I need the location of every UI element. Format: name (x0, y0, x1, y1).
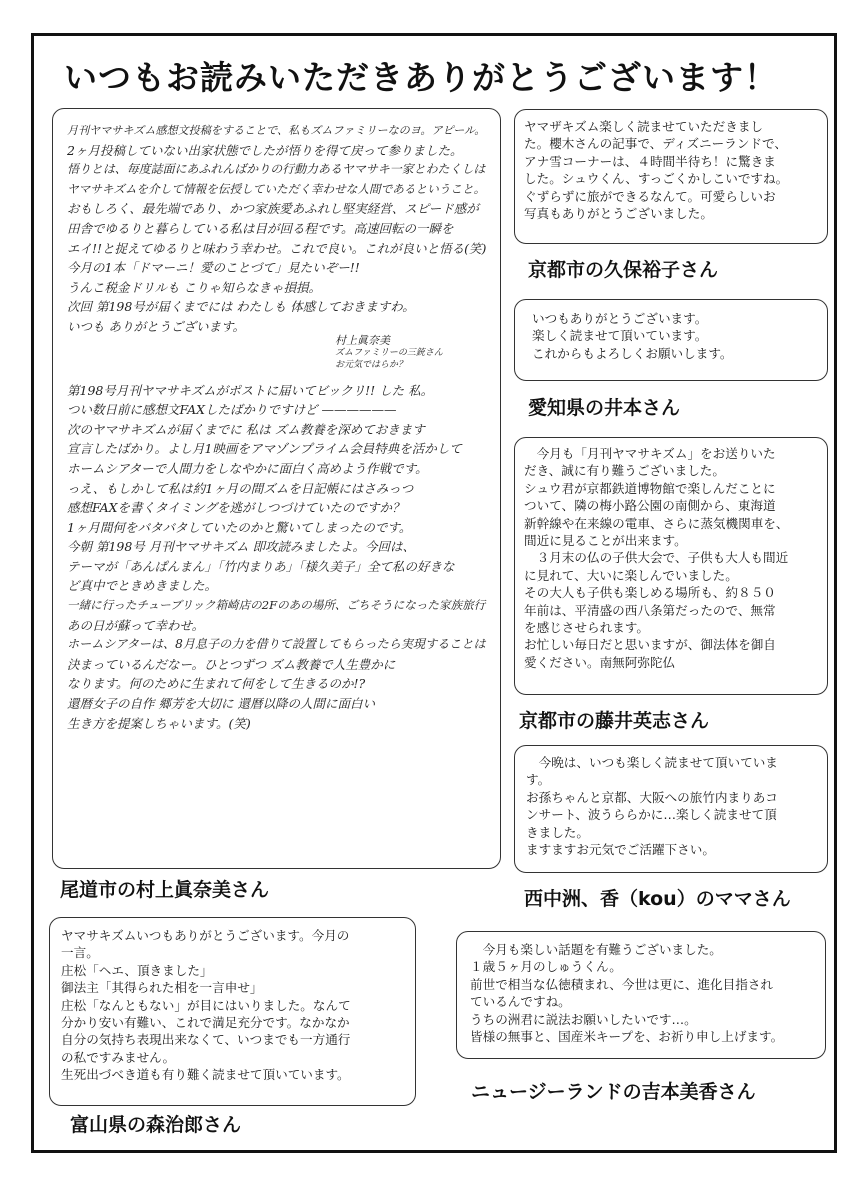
text-line: いつもありがとうございます。 (532, 311, 708, 326)
letter-nishinakasu (514, 745, 828, 873)
author-name-kubo: 京都市の久保裕子さん (528, 259, 719, 281)
text-line: だき、誠に有り難うございました。 (524, 463, 725, 479)
text-line: 生き方を提案しちゃいます。(笑) (67, 715, 251, 731)
text-line: 今朝 第198号 月刊ヤマサキズム 即攻読みましたよ。今回は、 (67, 539, 416, 555)
text-line: に見れて、大いに楽しんでいました。 (524, 567, 738, 583)
signature-line: ズムファミリーの三銃さん (335, 347, 443, 358)
text-line: 今月の1本「ドマーニ！愛のことづて」見たいぞー!! (67, 260, 360, 276)
text-line: 写真もありがとうございました。 (524, 206, 713, 222)
text-line: 還暦女子の自作 郷芳を大切に 還暦以降の人間に面白い (67, 696, 375, 712)
page-title: いつもお読みいただきありがとうございます！ (64, 58, 778, 97)
text-line: ヤマサキズムを介して情報を伝授していただく幸わせな人間であるということ。 (67, 181, 486, 196)
text-line: ヤマサキズムいつもありがとうございます。今月の (61, 928, 350, 943)
text-line: 1ヶ月間何をバタバタしていたのかと驚いてしまったのです。 (67, 519, 412, 535)
text-line: を感じさせられます。 (524, 620, 649, 636)
text-line: ホームシアターで人間力をしなやかに面白く高めよう作戦です。 (67, 460, 428, 476)
text-line: した。シュウくん、すっごくかしこいですね。 (524, 171, 789, 187)
letter-mori (49, 917, 416, 1106)
text-line: ヤマザキズム楽しく読ませていただきまし (524, 119, 764, 134)
text-line: 感想FAXを書くタイミングを逃がしつづけていたのですか？ (67, 500, 405, 516)
text-line: きました。 (526, 824, 589, 840)
letter-imoto (514, 299, 828, 381)
text-line: 月刊ヤマサキズム感想文投稿をすることで、私もズムファミリーなのヨ。アピール。 (67, 124, 486, 137)
text-line: 宣言したばかり。よし月1映画をアマゾンプライム会員特典を活かして (67, 441, 462, 457)
text-line: 田舎でゆるりと暮らしている私は目が回る程です。高速回転の一瞬を (67, 220, 454, 236)
letter-kubo (514, 109, 828, 244)
author-name-yoshimoto: ニュージーランドの吉本美香さん (471, 1081, 756, 1103)
letter-fujii (514, 437, 828, 695)
text-line: 悟りとは、毎度誌面にあふれんばかりの行動力あるヤマサキ一家とわたくしは (67, 162, 486, 177)
text-line: 決まっているんだなー。ひとつずつ ズム教養で人生豊かに (67, 656, 396, 672)
text-line: た。櫻木さんの記事で、ディズニーランドで、 (524, 136, 787, 152)
text-line: うちの洲君に説法お願いしたいです…。 (470, 1011, 697, 1027)
text-line: 一緒に行ったチューブリック箱崎店の2Fのあの場所、ごちそうになった家族旅行 (67, 598, 486, 613)
text-line: 年前は、平清盛の西八条第だったので、無常 (524, 602, 776, 618)
author-name-fujii: 京都市の藤井英志さん (519, 710, 710, 732)
text-line: 一言。 (61, 945, 99, 961)
text-line: 皆様の無事と、国産米キープを、お祈り申し上げます。 (470, 1029, 784, 1045)
text-line: 新幹線や在来線の電車、さらに蒸気機関車を、 (524, 515, 789, 531)
signature-line: お元気ではらか？ (335, 359, 408, 370)
text-line: うんこ税金ドリルも こりゃ知らなきゃ損損。 (67, 279, 321, 295)
text-line: お孫ちゃんと京都、大阪への旅竹内まりあコ (526, 789, 778, 805)
text-line: ますますお元気でご活躍下さい。 (526, 842, 715, 858)
text-line: ３月末の仏の子供大会で、子供も大人も間近 (524, 550, 789, 566)
text-line: おもしろく、最先端であり、かつ家族愛あふれし堅実経営、スピード感が (67, 201, 479, 217)
text-line: す。 (526, 772, 551, 788)
author-name-murakami: 尾道市の村上眞奈美さん (60, 879, 270, 901)
letter-murakami-part1 (67, 121, 490, 337)
text-line: 次回 第198号が届くまでには わたしも 体感しておきますわ。 (67, 299, 415, 315)
text-line: テーマが「あんぱんまん」「竹内まりあ」「様久美子」全て私の好きな (67, 558, 455, 574)
text-line: ど真中でときめきました。 (67, 578, 218, 594)
letter-yoshimoto (456, 931, 826, 1059)
author-name-mori: 富山県の森治郎さん (70, 1114, 242, 1136)
text-line: アナ雪コーナーは、４時間半待ち！に驚きま (524, 153, 776, 169)
text-line: 庄松「なんともない」が目にはいりました。なんて (61, 997, 351, 1013)
text-line: っえ、もしかして私は約1ヶ月の間ズムを日記帳にはさみっつ (67, 480, 414, 496)
text-line: お忙しい毎日だと思いますが、御法体を御自 (524, 637, 776, 653)
letter-murakami-part2 (67, 381, 490, 734)
text-line: 間近に見ることが出来ます。 (524, 533, 687, 549)
text-line: 2ヶ月投稿していない出家状態でしたが悟りを得て戻って参りました。 (67, 142, 463, 158)
text-line: 楽しく読ませて頂いています。 (532, 328, 708, 344)
text-line: 御法主「其得られた相を一言申せ」 (61, 980, 263, 996)
text-line: その大人も子供も楽しめる場所も、約８５０ (524, 585, 776, 601)
text-line: なります。何のために生まれて何をして生きるのか!? (67, 676, 366, 692)
text-line: ているんですね。 (470, 994, 571, 1010)
text-line: エイ!!と捉えてゆるりと味わう幸わせ。これで良い。これが良いと悟る(笑) (67, 240, 487, 256)
text-line: ついて、隣の梅小路公園の南側から、東海道 (524, 498, 776, 514)
text-line: つい数日前に感想文FAXしたばかりですけど —————— (67, 402, 397, 418)
author-name-nishinakasu: 西中洲、香（kou）のママさん (524, 888, 791, 910)
text-line: 今月も楽しい話題を有難うございました。 (470, 942, 722, 957)
signature-line: 村上眞奈美 (335, 333, 390, 347)
text-line: ぐずらずに旅ができるなんて。可愛らしいお (524, 188, 776, 204)
text-line: 前世で相当な仏徳積まれ、今世は更に、進化目指され (470, 976, 774, 992)
letter-murakami-signature (335, 335, 490, 371)
text-line: これからもよろしくお願いします。 (532, 345, 733, 361)
text-line: の私ですみません。 (61, 1049, 176, 1065)
text-line: 自分の気持ち表現出来なくて、いつまでも一方通行 (61, 1032, 351, 1048)
text-line: シュウ君が京都鉄道博物館で楽しんだことに (524, 480, 776, 496)
text-line: 今月も「月刊ヤマサキズム」をお送りいた (524, 446, 776, 461)
text-line: 庄松「ヘエ、頂きました」 (61, 962, 213, 978)
text-line: 分かり安い有難い、これで満足充分です。なかなか (61, 1015, 350, 1031)
text-line: 生死出づべき道も有り難く読ませて頂いています。 (61, 1067, 350, 1083)
letter-murakami (52, 108, 501, 869)
text-line: 愛ください。南無阿弥陀仏 (524, 654, 676, 670)
text-line: 第198号月刊ヤマサキズムがポストに届いてビックリ!! した 私。 (67, 382, 434, 398)
text-line: いつも ありがとうございます。 (67, 318, 245, 334)
text-line: 次のヤマサキズムが届くまでに 私は ズム教養を深めておきます (67, 421, 425, 437)
author-name-imoto: 愛知県の井本さん (528, 397, 681, 419)
text-line: ホームシアターは、8月息子の力を借りて設置してもらったら実現することは (67, 637, 486, 652)
text-line: １歳５ヶ月のしゅうくん。 (470, 959, 622, 975)
text-line: あの日が蘇って幸わせ。 (67, 617, 205, 633)
text-line: 今晩は、いつも楽しく読ませて頂いていま (526, 755, 778, 770)
text-line: ンサート、波うららかに…楽しく読ませて頂 (526, 807, 777, 823)
